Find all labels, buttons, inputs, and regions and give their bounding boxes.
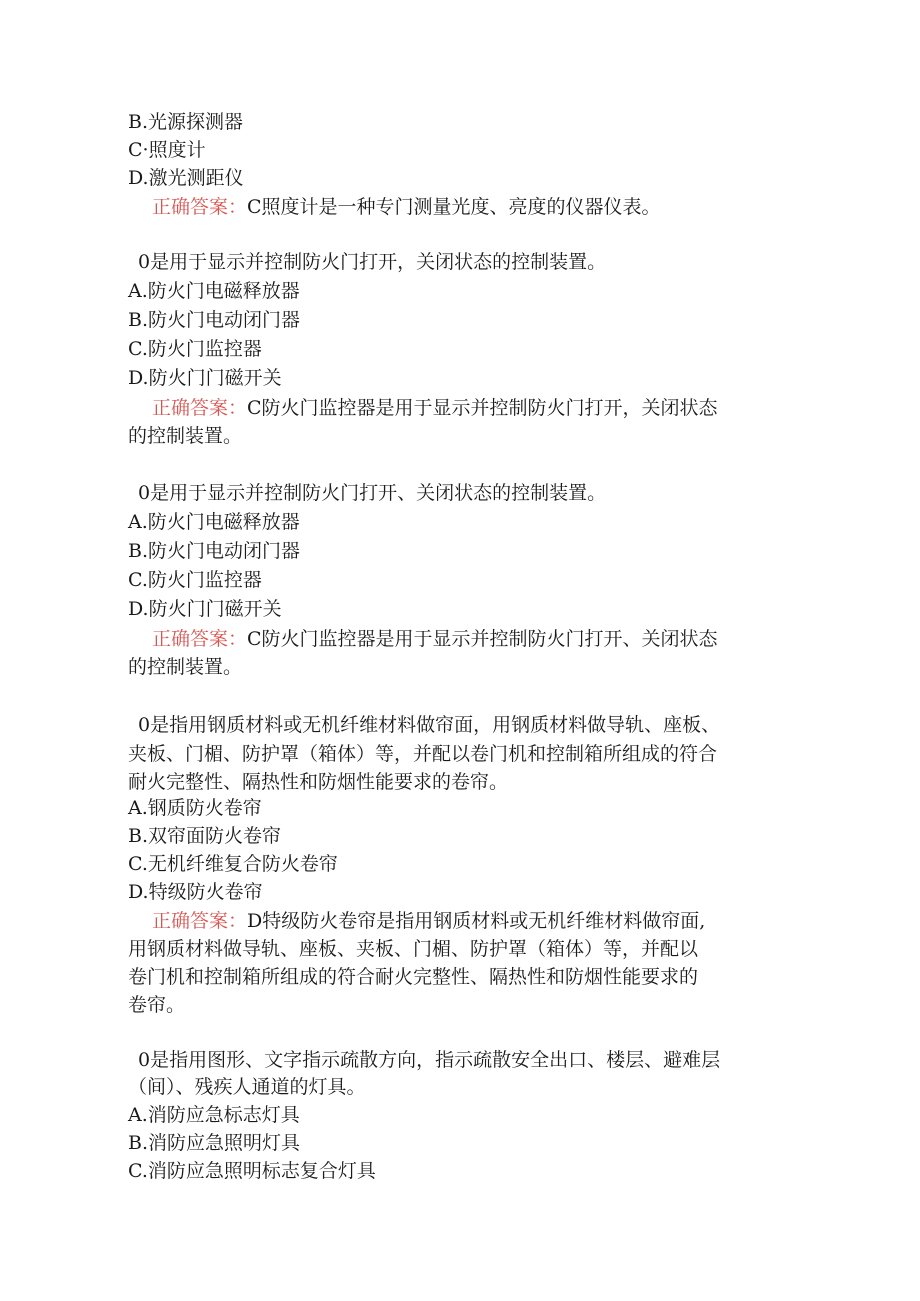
- option-b: B.消防应急照明灯具: [128, 1132, 301, 1154]
- answer-text: C防火门监控器是用于显示并控制防火门打开、关闭状态: [247, 628, 718, 650]
- answer-label: 正确答案：: [152, 196, 248, 218]
- option-c: C·照度计: [128, 139, 206, 161]
- option-b: B.防火门电动闭门器: [128, 540, 301, 562]
- option-b: B.双帘面防火卷帘: [128, 825, 282, 847]
- answer-text: D特级防火卷帘是指用钢质材料或无机纤维材料做帘面,: [247, 910, 706, 932]
- answer-line: [152, 625, 718, 653]
- option-d: D.防火门门磁开关: [128, 367, 282, 389]
- answer-label: 正确答案：: [152, 910, 248, 932]
- answer-text-cont: 卷门机和控制箱所组成的符合耐火完整性、隔热性和防烟性能要求的: [128, 966, 699, 988]
- option-d: D.防火门门磁开关: [128, 598, 282, 620]
- answer-line: [152, 193, 661, 221]
- answer-label: 正确答案：: [152, 397, 248, 419]
- option-b: B.光源探测器: [128, 111, 244, 133]
- question-text-cont: （间）、残疾人通道的灯具。: [128, 1076, 366, 1098]
- option-c: C.无机纤维复合防火卷帘: [128, 853, 338, 875]
- answer-text-cont: 的控制装置。: [128, 656, 243, 678]
- answer-text-cont: 的控制装置。: [128, 425, 243, 447]
- option-c: C.防火门监控器: [128, 569, 262, 591]
- answer-text-cont: 用钢质材料做导轨、座板、夹板、门楣、防护罩（箱体）等，并配以: [128, 938, 699, 960]
- question-text: 0是指用图形、文字指示疏散方向，指示疏散安全出口、楼层、避难层: [138, 1049, 721, 1071]
- question-text: 0是指用钢质材料或无机纤维材料做帘面，用钢质材料做导轨、座板、: [138, 714, 721, 736]
- option-d: D.激光测距仪: [128, 167, 244, 189]
- option-a: A.防火门电磁释放器: [128, 511, 300, 533]
- answer-line: [152, 394, 718, 422]
- question-text-cont: 耐火完整性、隔热性和防烟性能要求的卷帘。: [128, 771, 509, 793]
- answer-label: 正确答案：: [152, 628, 248, 650]
- option-d: D.特级防火卷帘: [128, 881, 263, 903]
- answer-text: C防火门监控器是用于显示并控制防火门打开，关闭状态: [247, 397, 718, 419]
- question-text-cont: 夹板、门楣、防护罩（箱体）等，并配以卷门机和控制箱所组成的符合: [128, 743, 718, 765]
- answer-line: [152, 907, 705, 935]
- option-b: B.防火门电动闭门器: [128, 309, 301, 331]
- option-a: A.防火门电磁释放器: [128, 280, 300, 302]
- option-a: A.消防应急标志灯具: [128, 1104, 300, 1126]
- option-c: C.防火门监控器: [128, 338, 262, 360]
- option-a: A.钢质防火卷帘: [128, 797, 262, 819]
- answer-text: C照度计是一种专门测量光度、亮度的仪器仪表。: [247, 196, 661, 218]
- answer-text-cont: 卷帘。: [128, 994, 186, 1016]
- option-c: C.消防应急照明标志复合灯具: [128, 1160, 376, 1182]
- question-text: 0是用于显示并控制防火门打开，关闭状态的控制装置。: [138, 251, 607, 273]
- question-text: 0是用于显示并控制防火门打开、关闭状态的控制装置。: [138, 482, 607, 504]
